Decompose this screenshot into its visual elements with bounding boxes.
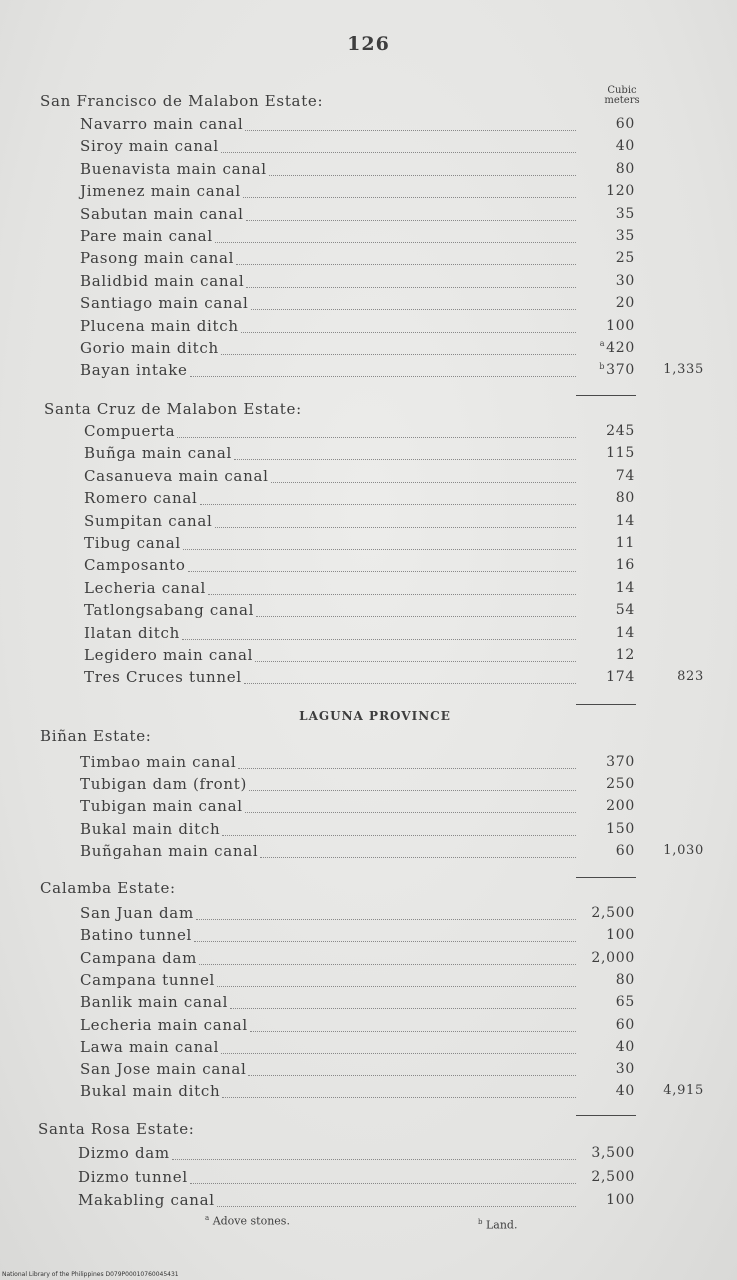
table-row [80, 751, 578, 773]
section-title: Santa Cruz de Malabon Estate: [44, 400, 302, 418]
section-total: 1,335 [663, 362, 704, 378]
row-label: Lecheria main canal [80, 1015, 248, 1034]
row-value-number: 40 [615, 1038, 635, 1055]
province-heading: LAGUNA PROVINCE [299, 709, 451, 723]
row-value [575, 203, 635, 225]
dot-leader [182, 639, 576, 640]
row-label: Tatlongsabang canal [84, 601, 255, 620]
row-value [575, 1036, 635, 1058]
row-value [575, 292, 635, 314]
table-row [80, 180, 578, 202]
section-total: 4,915 [663, 1083, 704, 1099]
footnote-text: Land. [485, 1218, 518, 1232]
row-value [575, 359, 635, 381]
row-value-number: 174 [606, 669, 635, 686]
dot-leader [217, 1206, 576, 1207]
row-value [575, 337, 635, 359]
row-label: Buenavista main canal [80, 159, 267, 178]
dot-leader [222, 1097, 576, 1098]
row-value-number: 54 [615, 602, 635, 619]
row-label: Bukal main ditch [80, 819, 221, 838]
row-value-number: 80 [615, 971, 635, 988]
row-label: Camposanto [84, 556, 186, 575]
dot-leader [271, 482, 576, 483]
row-value [575, 991, 635, 1013]
row-value [575, 247, 635, 269]
row-value-number: 150 [606, 820, 635, 837]
table-row [80, 1058, 578, 1080]
table-row [80, 924, 578, 946]
row-value-number: 14 [615, 624, 635, 641]
row-label: Buñga main canal [84, 444, 232, 463]
table-row [80, 1036, 578, 1058]
dot-leader [196, 919, 576, 920]
row-value [575, 1014, 635, 1036]
table-row [80, 337, 578, 359]
row-label: Jimenez main canal [80, 182, 241, 201]
row-value [575, 969, 635, 991]
row-label: Timbao main canal [80, 753, 237, 771]
row-value-number: 40 [615, 1083, 635, 1100]
row-value-number: 14 [615, 579, 635, 596]
subtotal-rule [576, 877, 636, 878]
row-value [575, 924, 635, 946]
row-value-number: 14 [615, 512, 635, 529]
table-row [80, 292, 578, 314]
row-label: Navarro main canal [80, 115, 244, 133]
row-label: Romero canal [84, 489, 198, 508]
footnote-text: Adove stones. [212, 1214, 290, 1228]
dot-leader [245, 130, 576, 131]
dot-leader [222, 835, 576, 836]
footnote-mark: b [478, 1218, 483, 1226]
row-value [575, 947, 635, 969]
table-row [80, 840, 578, 862]
section-title: San Francisco de Malabon Estate: [40, 92, 324, 110]
dot-leader [251, 309, 577, 310]
table-row [80, 225, 578, 247]
row-value-number: 100 [606, 1192, 635, 1208]
row-label: Sumpitan canal [84, 511, 213, 530]
row-value [575, 1142, 635, 1164]
table-row [80, 773, 578, 795]
dot-leader [221, 152, 576, 153]
row-value [575, 818, 635, 840]
row-label: Gorio main ditch [80, 339, 219, 357]
table-row [84, 622, 578, 644]
row-value-number: 60 [615, 842, 635, 859]
dot-leader [234, 459, 576, 460]
table-row [78, 1189, 578, 1211]
row-value-number: 245 [606, 423, 635, 439]
footnote-marker: b [599, 361, 606, 371]
row-value [575, 113, 635, 135]
row-label: Tres Cruces tunnel [84, 668, 242, 687]
row-value [575, 510, 635, 532]
footnote-a [205, 1214, 290, 1228]
row-value [575, 1080, 635, 1102]
dot-leader [215, 527, 576, 528]
row-label: San Juan dam [80, 904, 194, 922]
subtotal-rule [576, 395, 636, 396]
dot-leader [208, 594, 576, 595]
unit-header-line-2: meters [604, 95, 640, 106]
dot-leader [172, 1159, 576, 1160]
row-label: Lecheria canal [84, 578, 206, 597]
table-row [80, 902, 578, 924]
table-row [80, 795, 578, 817]
row-value-number: 60 [615, 1016, 635, 1033]
row-value [575, 577, 635, 599]
row-value-number: 100 [606, 927, 635, 944]
table-row [84, 532, 578, 554]
row-value-number: 11 [615, 535, 635, 551]
row-label: Compuerta [84, 422, 176, 440]
row-value-number: 370 [606, 754, 635, 770]
table-row [80, 270, 578, 292]
row-value [575, 1058, 635, 1080]
row-value [575, 1189, 635, 1211]
dot-leader [238, 768, 576, 769]
table-row [84, 554, 578, 576]
table-row [84, 666, 578, 688]
section-total: 1,030 [663, 842, 704, 858]
row-value [575, 315, 635, 337]
row-value [575, 840, 635, 862]
table-row [78, 1142, 578, 1164]
table-row [84, 644, 578, 666]
dot-leader [230, 1008, 576, 1009]
dot-leader [243, 197, 576, 198]
row-value-number: 2,500 [591, 905, 635, 921]
row-value [575, 1166, 635, 1188]
row-label: Tibug canal [84, 534, 181, 552]
row-label: Plucena main ditch [80, 316, 239, 335]
unit-header-line-1: Cubic [607, 85, 637, 96]
row-label: Sabutan main canal [80, 204, 244, 223]
row-value-number: 370 [606, 362, 635, 379]
row-label: Lawa main canal [80, 1037, 220, 1056]
row-value-number: 35 [615, 228, 635, 244]
row-value-number: 250 [606, 776, 635, 793]
row-label: Casanueva main canal [84, 466, 269, 485]
row-value-number: 60 [615, 116, 635, 132]
row-value-number: 30 [615, 1061, 635, 1078]
row-label: Buñgahan main canal [80, 841, 259, 860]
table-row [84, 487, 578, 509]
dot-leader [244, 683, 576, 684]
table-row [84, 420, 578, 442]
table-row [80, 947, 578, 969]
table-row [80, 113, 578, 135]
row-value [575, 599, 635, 621]
page-number: 126 [347, 33, 390, 55]
row-value [575, 751, 635, 773]
table-row [80, 991, 578, 1013]
scan-credit: National Library of the Philippines D079P00010760045431 [2, 1271, 179, 1278]
row-value-number: 80 [615, 490, 635, 507]
table-row [84, 465, 578, 487]
dot-leader [188, 571, 576, 572]
row-value [575, 902, 635, 924]
subtotal-rule [576, 1115, 636, 1116]
row-label: Balidbid main canal [80, 271, 245, 290]
row-value-number: 115 [606, 445, 635, 462]
dot-leader [260, 857, 576, 858]
dot-leader [246, 220, 576, 221]
row-value [575, 773, 635, 795]
row-label: Bukal main ditch [80, 1082, 221, 1101]
row-label: Bayan intake [80, 361, 188, 380]
row-value [575, 135, 635, 157]
table-row [80, 315, 578, 337]
row-label: Tubigan main canal [80, 797, 243, 816]
row-value [575, 487, 635, 509]
table-row [80, 158, 578, 180]
row-value [575, 644, 635, 666]
row-value-number: 12 [615, 647, 635, 663]
row-value [575, 795, 635, 817]
table-row [80, 969, 578, 991]
row-value-number: 80 [615, 160, 635, 177]
row-label: Banlik main canal [80, 993, 229, 1012]
dot-leader [248, 1075, 576, 1076]
dot-leader [194, 941, 576, 942]
dot-leader [250, 1031, 576, 1032]
table-row [80, 203, 578, 225]
row-value-number: 2,000 [591, 949, 635, 966]
dot-leader [256, 616, 576, 617]
dot-leader [217, 986, 576, 987]
subtotal-rule [576, 704, 636, 705]
table-row [80, 359, 578, 381]
dot-leader [199, 964, 576, 965]
row-value-number: 40 [615, 138, 635, 155]
table-row [84, 599, 578, 621]
table-row [84, 510, 578, 532]
table-row [84, 577, 578, 599]
row-value [575, 532, 635, 554]
dot-leader [249, 790, 576, 791]
dot-leader [215, 242, 576, 243]
dot-leader [190, 1183, 576, 1184]
row-value-number: 25 [615, 250, 635, 267]
footnote-mark: a [205, 1214, 210, 1222]
row-label: Legidero main canal [84, 646, 254, 664]
row-value-number: 74 [615, 467, 635, 484]
dot-leader [177, 437, 576, 438]
row-value [575, 420, 635, 442]
dot-leader [200, 504, 576, 505]
dot-leader [236, 264, 576, 265]
row-value [575, 225, 635, 247]
row-value [575, 622, 635, 644]
table-row [80, 1080, 578, 1102]
row-value-number: 3,500 [591, 1145, 635, 1161]
row-label: Makabling canal [78, 1191, 215, 1209]
row-value-number: 65 [615, 994, 635, 1011]
row-value-number: 120 [606, 183, 635, 200]
table-row [80, 135, 578, 157]
column-unit-header [588, 86, 656, 106]
row-label: Tubigan dam (front) [80, 775, 248, 794]
row-value-number: 20 [615, 295, 635, 312]
row-label: Pasong main canal [80, 249, 235, 268]
section-title: Calamba Estate: [40, 879, 176, 897]
row-value [575, 554, 635, 576]
dot-leader [246, 287, 576, 288]
table-row [84, 442, 578, 464]
row-value-number: 2,500 [591, 1168, 635, 1185]
footnote-b [478, 1218, 517, 1232]
row-label: Santiago main canal [80, 294, 249, 313]
row-label: Siroy main canal [80, 137, 219, 156]
table-row [78, 1166, 578, 1188]
dot-leader [269, 175, 576, 176]
row-label: Ilatan ditch [84, 623, 180, 642]
row-value-number: 420 [606, 340, 635, 356]
row-label: Campana dam [80, 948, 198, 967]
row-value [575, 442, 635, 464]
row-value-number: 200 [606, 798, 635, 815]
row-value [575, 180, 635, 202]
dot-leader [221, 354, 576, 355]
dot-leader [183, 549, 576, 550]
row-value [575, 158, 635, 180]
section-title: Santa Rosa Estate: [38, 1120, 195, 1138]
section-total: 823 [677, 669, 704, 685]
row-label: Campana tunnel [80, 970, 216, 989]
row-label: Batino tunnel [80, 926, 193, 945]
dot-leader [255, 661, 576, 662]
row-value-number: 35 [615, 205, 635, 222]
section-title: Biñan Estate: [40, 727, 152, 745]
dot-leader [241, 332, 576, 333]
row-value [575, 465, 635, 487]
table-row [80, 247, 578, 269]
row-value-number: 100 [606, 317, 635, 334]
row-value-number: 30 [615, 272, 635, 289]
row-label: Dizmo tunnel [78, 1167, 188, 1186]
row-value [575, 270, 635, 292]
row-value [575, 666, 635, 688]
row-label: San Jose main canal [80, 1060, 247, 1079]
table-row [80, 818, 578, 840]
footnote-marker: a [599, 339, 606, 349]
dot-leader [245, 812, 576, 813]
table-row [80, 1014, 578, 1036]
dot-leader [221, 1053, 576, 1054]
dot-leader [190, 376, 576, 377]
row-value-number: 16 [615, 557, 635, 574]
row-label: Pare main canal [80, 227, 213, 245]
row-label: Dizmo dam [78, 1144, 170, 1162]
